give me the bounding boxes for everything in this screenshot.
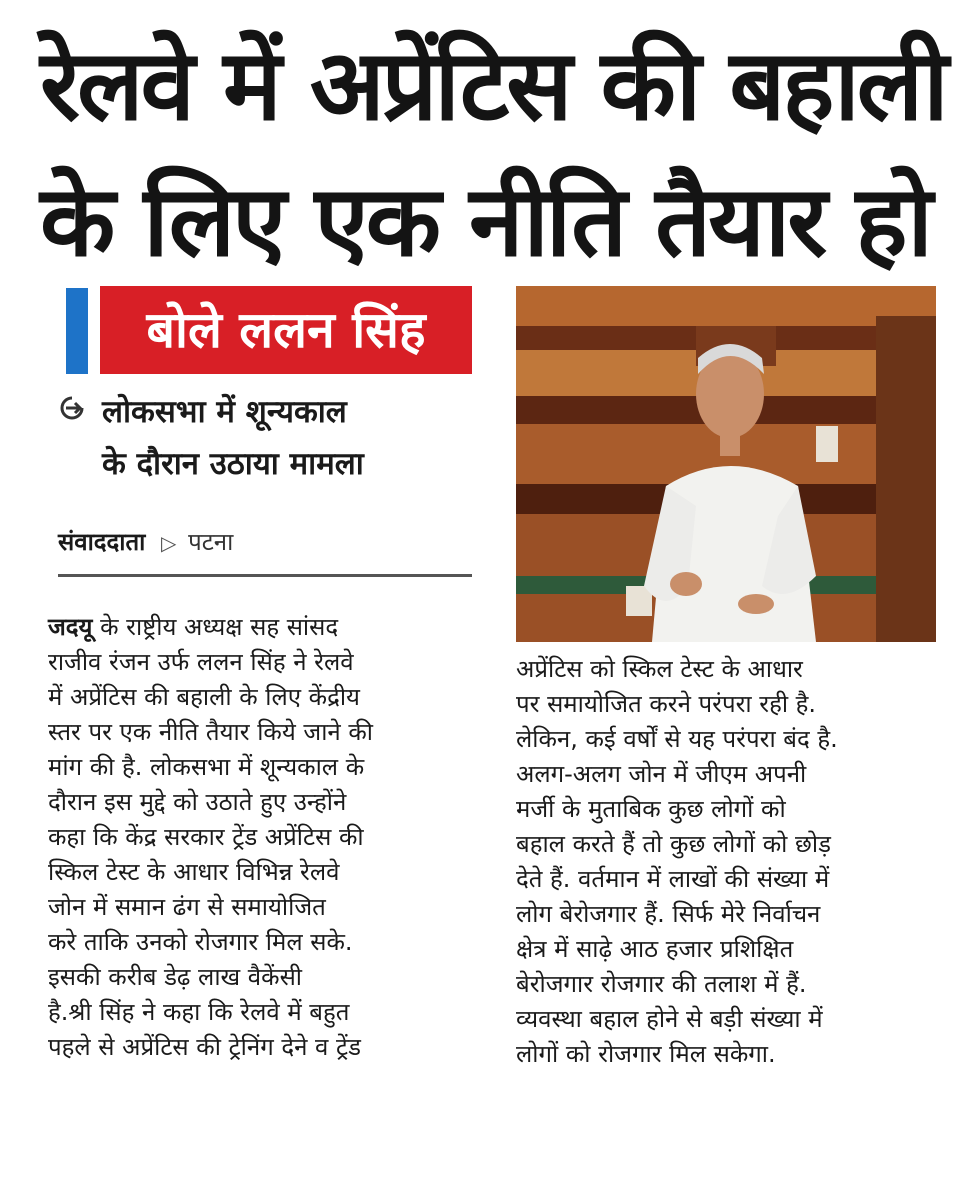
- article-lead-word: जदयू: [48, 613, 93, 641]
- article-line: मांग की है. लोकसभा में शून्यकाल के: [48, 753, 365, 781]
- article-line: है.श्री सिंह ने कहा कि रेलवे में बहुत: [48, 998, 350, 1026]
- speaker-photo: [516, 286, 936, 642]
- article-column-right: [516, 652, 938, 1072]
- article-line: लोग बेरोजगार हैं. सिर्फ मेरे निर्वाचन: [516, 900, 821, 928]
- headline-line-1: रेलवे में अप्रेंटिस की बहाली: [40, 29, 946, 143]
- arrow-right-circle-icon: [58, 394, 86, 422]
- article-line: मर्जी के मुताबिक कुछ लोगों को: [516, 795, 786, 823]
- article-line: जोन में समान ढंग से समायोजित: [48, 893, 326, 921]
- article-line-text: के राष्ट्रीय अध्यक्ष सह सांसद: [92, 613, 339, 641]
- triangle-right-icon: ▷: [161, 531, 177, 555]
- article-line: करे ताकि उनको रोजगार मिल सके.: [48, 928, 353, 956]
- article-line: अलग-अलग जोन में जीएम अपनी: [516, 760, 807, 788]
- speaker-label: बोले ललन सिंह: [100, 286, 472, 374]
- divider: [58, 574, 472, 577]
- accent-bar: [66, 288, 88, 374]
- article-line: लेकिन, कई वर्षों से यह परंपरा बंद है.: [516, 725, 838, 753]
- subheadline-line-1: लोकसभा में शून्यकाल: [102, 394, 347, 430]
- headline: [40, 18, 946, 290]
- article-line: देते हैं. वर्तमान में लाखों की संख्या में: [516, 865, 830, 893]
- byline-city: पटना: [188, 528, 234, 556]
- article-line: बेरोजगार रोजगार की तलाश में हैं.: [516, 970, 807, 998]
- article-line: में अप्रेंटिस की बहाली के लिए केंद्रीय: [48, 683, 360, 711]
- article-line: दौरान इस मुद्दे को उठाते हुए उन्होंने: [48, 788, 347, 816]
- article-line: अप्रेंटिस को स्किल टेस्ट के आधार: [516, 655, 803, 683]
- article-line: कहा कि केंद्र सरकार ट्रेंड अप्रेंटिस की: [48, 823, 364, 851]
- article-line: राजीव रंजन उर्फ ललन सिंह ने रेलवे: [48, 648, 354, 676]
- article-column-left: [48, 610, 478, 1065]
- article-line: इसकी करीब डेढ़ लाख वैकेंसी: [48, 963, 303, 991]
- headline-line-2: के लिए एक नीति तैयार हो: [40, 165, 930, 279]
- byline-reporter: संवाददाता: [58, 528, 146, 556]
- byline: [58, 522, 472, 562]
- article-line: बहाल करते हैं तो कुछ लोगों को छोड़: [516, 830, 831, 858]
- article-line: क्षेत्र में साढ़े आठ हजार प्रशिक्षित: [516, 935, 794, 963]
- article-line: स्किल टेस्ट के आधार विभिन्न रेलवे: [48, 858, 340, 886]
- article-line: व्यवस्था बहाल होने से बड़ी संख्या में: [516, 1005, 823, 1033]
- subheadline-line-2: के दौरान उठाया मामला: [102, 446, 364, 482]
- article-line: पहले से अप्रेंटिस की ट्रेनिंग देने व ट्रेंड: [48, 1033, 361, 1061]
- article-line: [48, 610, 478, 645]
- article-line: लोगों को रोजगार मिल सकेगा.: [516, 1040, 776, 1068]
- article-line: पर समायोजित करने परंपरा रही है.: [516, 690, 817, 718]
- article-line: स्तर पर एक नीति तैयार किये जाने की: [48, 718, 374, 746]
